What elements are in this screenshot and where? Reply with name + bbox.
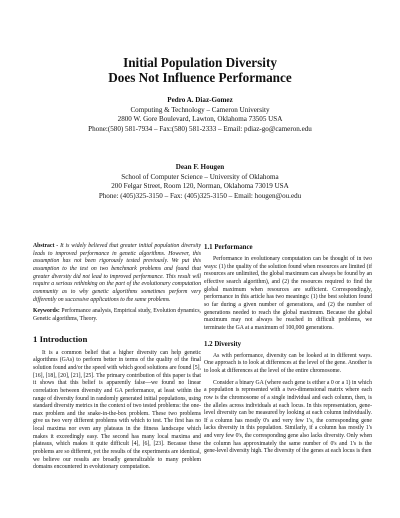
keywords-label: Keywords: <box>33 308 60 315</box>
author-name: Dean F. Hougen <box>175 163 225 171</box>
author-block-1 <box>0 96 400 134</box>
subsection-heading-performance: 1.1 Performance <box>204 244 253 251</box>
paper-title-line1: Initial Population Diversity <box>123 55 277 70</box>
author-affiliation: Computing & Technology – Cameron University <box>130 105 270 114</box>
author-address: 200 Felgar Street, Room 120, Norman, Oklahoma 73019 USA <box>111 182 289 191</box>
diversity-paragraph-2: Consider a binary GA (where each gene is either a 0 or a 1) in which a population is represented with a two-dimensional matrix where each row is the chromosome of a single individual and each column, then, is the alleles across individuals at each locus. In this representation, gene-level diversity can be measured by looking at each column individually. If a column has mostly 0's and very few 1's, the corresponding gene lacks diversity in this population. Similarly, if a column has mostly 1's and very few 0's, the corresponding gene also lacks diversity. Only when the column has approximately the same number of 0's and 1's is the gene-level diversity high. The diversity of the genes at each locus is then <box>204 379 372 455</box>
author-address: 2800 W. Gore Boulevard, Lawton, Oklahoma 73505 USA <box>117 115 283 124</box>
keywords <box>33 308 201 323</box>
section-heading-introduction: 1 Introduction <box>33 333 88 344</box>
right-column <box>204 243 372 460</box>
diversity-paragraph-1: As with performance, diversity can be looked at in different ways. One approach is to look at differences at the level of the gene. Another is to look at differences at the level of the entire chromosome. <box>204 352 372 374</box>
performance-paragraph: Performance in evolutionary computation can be thought of in two ways: (1) the quality of the solution found when resources are limited (if resources are unlimited, the global maximum can always be found by an effective search algorithm), and (2) the resources required to find the global maximum when resources are sufficient. Correspondingly, performance in this article has two meanings: (1) the best solution found so far during a given number of generations, and (2) the number of generations needed to reach the global maximum. Because the global maximum may not always be reached in difficult problems, we terminate the GA at a maximum of 100,000 generations. <box>204 256 372 331</box>
paper-title-line2: Does Not Influence Performance <box>108 70 292 85</box>
left-column <box>33 243 201 476</box>
author-name: Pedro A. Diaz-Gomez <box>167 96 233 104</box>
abstract-text: It is widely believed that greater initial population diversity leads to improved performance in genetic algorithms. However, this assumption has not been rigorously tested previously. We put this assumption to the test on two benchmark problems and found that greater diversity did not lead to improved performance. This result will require a serious rethinking on the part of the evolutionary computation community as to why genetic algorithms sometimes perform very differently on successive applications to the same problems. <box>33 243 201 303</box>
keywords-text: Performance analysis, Empirical study, Evolution dynamics, Genetic algorithms, Theory. <box>33 308 201 322</box>
author-affiliation: School of Computer Science – University of Oklahoma <box>121 172 279 181</box>
abstract-label: Abstract - <box>33 243 59 249</box>
author-contact: Phone:(580) 581-7934 – Fax:(580) 581-2333 – Email: pdiaz-go@cameron.edu <box>88 124 312 133</box>
abstract <box>33 243 201 304</box>
introduction-paragraph: It is a common belief that a higher diversity can help genetic algorithms (GAs) to perform better in terms of the quality of the final solution found and/or the speed with which good solutions are found [5], [16], [18], [20], [21], [25]. The primary contribution of this paper is that it shows that this belief is apparently false—we found no linear correlation between diversity and GA performance, at least within the range of diversity found in randomly generated initial populations, using standard diversity metrics in the context of two tested problems: the one-max problem and the snake-in-the-box problem. These two problems give us two very different problems with which to test. The first has no local maxima nor even any plateaus in the fitness landscape which makes it exceedingly easy. The second has many local maxima and plateaus, which makes it quite difficult [4], [6], [23]. Because these problems are so different, yet the results of the experiments are identical, we believe our results are broadly generalizable to many problem domains encountered in evolutionary computation. <box>33 349 201 471</box>
author-block-2 <box>0 163 400 201</box>
author-contact: Phone: (405)325-3150 – Fax: (405)325-3150 – Email: hougen@ou.edu <box>98 191 302 200</box>
subsection-heading-diversity: 1.2 Diversity <box>204 340 242 348</box>
